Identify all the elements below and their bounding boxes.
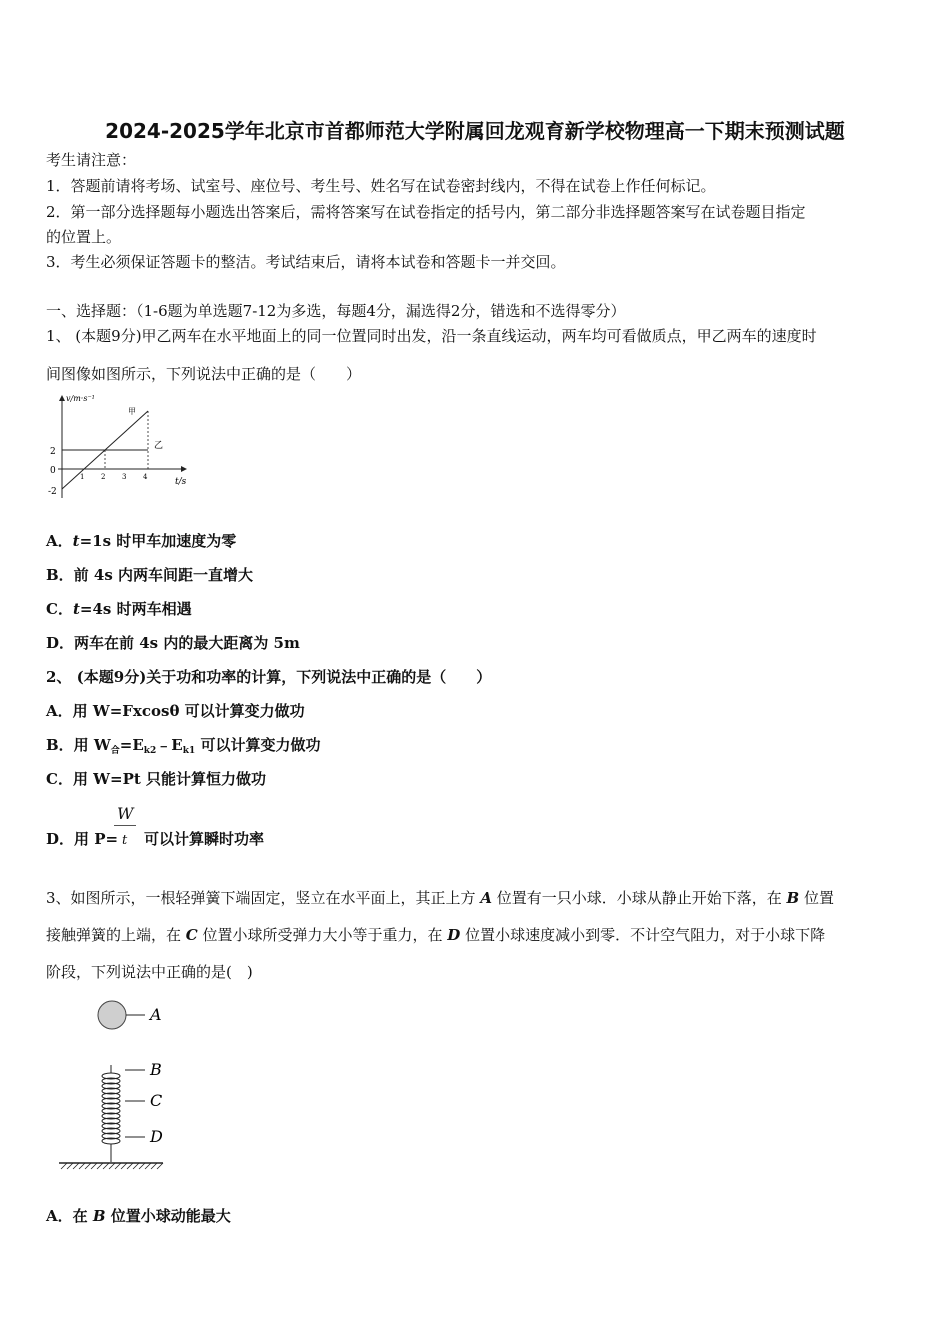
q3-option-a-text: 位置小球动能最大 — [105, 1207, 231, 1225]
q3-l1-B: B — [786, 889, 800, 907]
q2-option-d-numerator: W — [117, 804, 134, 823]
q3-option-a-prefix: A．在 — [46, 1207, 93, 1225]
q1-option-b[interactable]: B．前 4s 内两车间距一直增大 — [46, 566, 254, 584]
y-tick-2: 2 — [50, 447, 56, 457]
q1-option-a[interactable] — [46, 531, 236, 551]
q2-option-b-sub-k2: k2 — [143, 746, 157, 756]
q3-l1-c: 位置 — [799, 889, 834, 907]
q1-option-c-prefix: C． — [46, 600, 73, 618]
label-d: D — [150, 1127, 163, 1146]
label-b: B — [150, 1060, 162, 1079]
section-heading: 一、选择题：（1-6题为单选题7-12为多选，每题4分，漏选得2分，错选和不选得零分） — [46, 302, 626, 320]
q1-stem-line1: 1、 (本题9分)甲乙两车在水平地面上的同一位置同时出发，沿一条直线运动，两车均可看做质点，甲乙两车的速度时 — [46, 327, 817, 345]
series-yi-label: 乙 — [154, 441, 164, 451]
q1-stem-line2: 间图像如图所示，下列说法中正确的是（ ） — [46, 365, 362, 383]
series-jia-label: 甲 — [128, 407, 136, 416]
q1-option-c-text: =4s 时两车相遇 — [79, 600, 192, 618]
q2-option-d-denominator: t — [122, 833, 128, 848]
q3-stem-line1 — [46, 888, 834, 908]
q2-option-c[interactable]: C．用 W=Pt 只能计算恒力做功 — [46, 770, 267, 788]
q3-stem-line3: 阶段，下列说法中正确的是( ) — [46, 963, 253, 981]
x-tick-1: 1 — [80, 473, 85, 481]
notice-item-1: 1．答题前请将考场、试室号、座位号、考生号、姓名写在试卷密封线内，不得在试卷上作任何标记。 — [46, 177, 716, 195]
q1-option-c-var: t — [72, 600, 80, 618]
q2-option-b-mid1: =E — [119, 736, 144, 754]
q2-option-b-prefix: B．用 W — [46, 736, 111, 754]
q2-option-b-suffix: 可以计算变力做功 — [195, 736, 321, 754]
q3-l2-C: C — [185, 926, 198, 944]
q3-l1-a: 3、如图所示，一根轻弹簧下端固定，竖立在水平面上，其正上方 — [46, 889, 481, 907]
notice-heading: 考生请注意： — [46, 151, 137, 169]
page-title: 2024-2025学年北京市首都师范大学附属回龙观育新学校物理高一下期末预测试题 — [105, 119, 845, 143]
x-tick-3: 3 — [122, 473, 127, 481]
q2-option-d[interactable] — [46, 800, 346, 852]
x-axis-label: t/s — [175, 477, 187, 487]
spring — [102, 1065, 120, 1162]
q3-spring-figure — [55, 995, 185, 1175]
q2-option-b[interactable] — [46, 735, 320, 761]
q2-option-d-fraction-bar — [114, 825, 136, 826]
notice-item-2-cont: 的位置上。 — [46, 228, 122, 246]
q2-option-b-mid2: ﹣E — [156, 736, 183, 754]
label-a: A — [150, 1005, 162, 1024]
q3-stem-line2 — [46, 925, 825, 945]
y-axis-label: v/m·s⁻¹ — [66, 394, 95, 403]
notice-item-3: 3．考生必须保证答题卡的整洁。考试结束后，请将本试卷和答题卡一并交回。 — [46, 253, 566, 271]
q2-stem: 2、 (本题9分)关于功和功率的计算，下列说法中正确的是（ ） — [46, 668, 492, 686]
q3-l1-b: 位置有一只小球．小球从静止开始下落，在 — [491, 889, 787, 907]
y-tick-0: 0 — [50, 466, 56, 476]
notice-item-2: 2．第一部分选择题每小题选出答案后，需将答案写在试卷指定的括号内，第二部分非选择题答案写在试卷题目指定 — [46, 203, 806, 221]
y-tick-neg2: -2 — [48, 487, 57, 497]
q2-option-b-sub-k1: k1 — [182, 746, 196, 756]
q1-option-a-var: t — [72, 532, 80, 550]
q3-option-a-var: B — [92, 1207, 106, 1225]
q3-l1-A: A — [480, 889, 492, 907]
q1-option-d[interactable]: D．两车在前 4s 内的最大距离为 5m — [46, 634, 300, 652]
q3-l2-c: 位置小球速度减小到零．不计空气阻力，对于小球下降 — [460, 926, 826, 944]
q3-l2-b: 位置小球所受弹力大小等于重力，在 — [197, 926, 448, 944]
q2-option-b-sub-he: 合 — [110, 746, 120, 756]
q2-option-a[interactable]: A．用 W=Fxcosθ 可以计算变力做功 — [46, 702, 305, 720]
q1-option-c[interactable] — [46, 599, 192, 619]
ball — [98, 1001, 126, 1029]
x-tick-2: 2 — [101, 473, 106, 481]
q3-option-a[interactable] — [46, 1206, 231, 1226]
x-tick-4: 4 — [143, 473, 148, 481]
q1-option-a-text: =1s 时甲车加速度为零 — [79, 532, 237, 550]
q3-l2-D: D — [447, 926, 461, 944]
q2-option-d-prefix: D．用 P= — [46, 830, 119, 848]
ground-hatch — [61, 1163, 163, 1169]
q3-l2-a: 接触弹簧的上端，在 — [46, 926, 186, 944]
q1-vt-graph — [44, 390, 204, 505]
label-c: C — [150, 1091, 163, 1110]
q1-option-a-prefix: A． — [46, 532, 73, 550]
q2-option-d-suffix: 可以计算瞬时功率 — [144, 830, 265, 848]
